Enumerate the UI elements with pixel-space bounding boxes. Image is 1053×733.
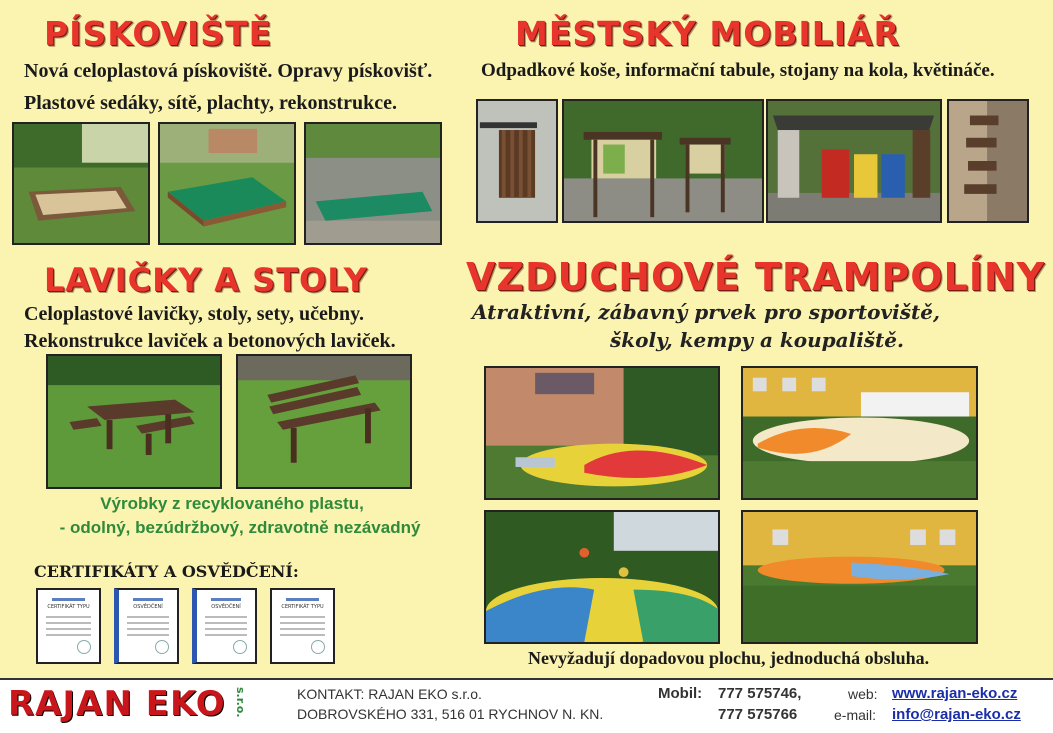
contact-line1: KONTAKT: RAJAN EKO s.r.o. [297, 686, 482, 702]
trampoliny-line1: Atraktivní, zábavný prvek pro sportoviště, [472, 300, 940, 324]
trampoliny-note: Nevyžadují dopadovou plochu, jednoduchá obsluha. [528, 648, 930, 668]
table-photo [46, 354, 222, 489]
piskoviste-title: PÍSKOVIŠTĚ [44, 14, 273, 53]
recycled-line1: Výrobky z recyklovaného plastu, [100, 494, 364, 513]
trampoline-photo-1 [484, 366, 720, 500]
piskoviste-line1: Nová celoplastová pískoviště. Opravy pískovišť. [24, 60, 433, 82]
mobiliar-line1: Odpadkové koše, informační tabule, stojany na kola, květináče. [481, 60, 995, 81]
sandbox-photo-2 [158, 122, 296, 245]
trampoline-photo-2 [741, 366, 978, 500]
sandbox-photo-1 [12, 122, 150, 245]
mobiliar-title: MĚSTSKÝ MOBILIÁŘ [515, 14, 900, 53]
bin-shelter-photo [766, 99, 942, 223]
lavicky-title: LAVIČKY A STOLY [44, 261, 368, 299]
web-link[interactable]: www.rajan-eko.cz [892, 685, 1018, 702]
email-link[interactable]: info@rajan-eko.cz [892, 706, 1021, 723]
mobile-number-1: 777 575746, [718, 685, 802, 702]
piskoviste-line2: Plastové sedáky, sítě, plachty, rekonstrukce. [24, 92, 397, 114]
mobile-number-2: 777 575766 [718, 706, 798, 723]
lavicky-line2: Rekonstrukce laviček a betonových laviček. [24, 330, 396, 352]
recycled-line2: - odolný, bezúdržbový, zdravotně nezávadný [59, 518, 421, 537]
certificate-doc-1: CERTIFIKÁT TYPU [36, 588, 101, 664]
trampoliny-title: VZDUCHOVÉ TRAMPOLÍNY [466, 255, 1046, 299]
planter-photo [947, 99, 1029, 223]
certificate-doc-2: OSVĚDČENÍ [114, 588, 179, 664]
trampoline-photo-4 [741, 510, 978, 644]
mobile-label: Mobil: [658, 685, 703, 702]
logo-main: RAJAN EKO [8, 684, 226, 724]
logo-suffix: s.r.o. [234, 687, 247, 718]
certificate-doc-4: CERTIFIKÁT TYPU [270, 588, 335, 664]
bin-photo [476, 99, 558, 223]
sandbox-photo-3 [304, 122, 442, 245]
email-label: e-mail: [834, 707, 877, 723]
trampoliny-line2: školy, kempy a koupaliště. [610, 328, 904, 352]
contact-line2: DOBROVSKÉHO 331, 516 01 RYCHNOV N. KN. [297, 706, 604, 722]
bench-photo [236, 354, 412, 489]
company-logo [8, 684, 226, 724]
footer [0, 678, 1053, 733]
trampoline-photo-3 [484, 510, 720, 644]
web-label: web: [848, 686, 878, 702]
lavicky-line1: Celoplastové lavičky, stoly, sety, učebny. [24, 303, 365, 325]
certificate-doc-3: OSVĚDČENÍ [192, 588, 257, 664]
info-board-photo [562, 99, 764, 223]
certificates-title: CERTIFIKÁTY A OSVĚDČENÍ: [34, 562, 299, 581]
